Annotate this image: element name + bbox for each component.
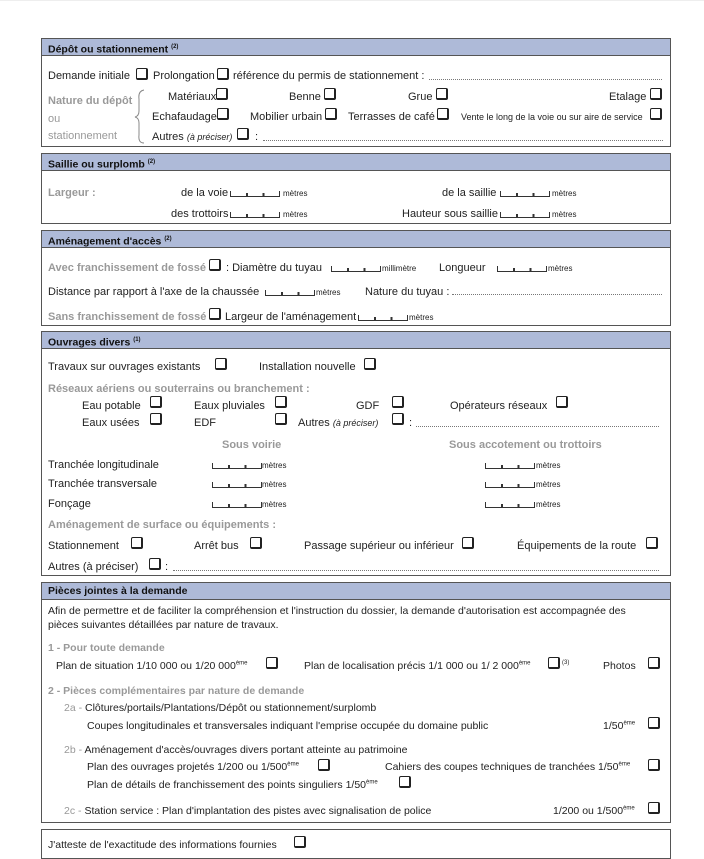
autres-hint: (à préciser) [332,418,379,428]
largeur-amenagement-digits-input[interactable] [358,315,408,321]
prolongation-label: Prolongation [153,70,215,82]
voie-digits-input[interactable] [230,191,280,197]
mobilier-label: Mobilier urbain [250,111,323,123]
unit-label: mètres [316,288,341,297]
digit-cells-icon [212,502,262,508]
nature-tuyau-label: Nature du tuyau : [365,286,450,298]
reference-label: référence du permis de stationnement : [233,70,425,82]
tranchee-transversale-label: Tranchée transversale [48,478,158,490]
section-title: Ouvrages divers [48,336,131,349]
unit-label: mètres [283,189,308,198]
autres-surface-label: Autres (à préciser) [48,561,139,573]
2c-code: 2c - [64,805,82,817]
autres-label [152,131,232,143]
section-pieces [41,582,671,823]
2b-item2 [385,761,630,773]
2c-scale [553,805,635,817]
arret-bus-checkbox[interactable] [250,537,262,549]
autres-reseaux-checkbox[interactable] [392,413,404,425]
s1-heading: 1 - Pour toute demande [48,642,165,654]
demande-initiale-label: Demande initiale [48,70,130,82]
passage-checkbox[interactable] [462,537,474,549]
plan-situation-text: Plan de situation 1/10 000 ou 1/20 000 [56,660,236,672]
autres-surface-checkbox[interactable] [149,558,161,570]
terrasses-checkbox[interactable] [437,108,449,120]
unit-label: mètres [536,500,561,509]
plan-localisation-checkbox[interactable] [548,657,560,669]
autres-reseaux-input[interactable] [416,426,659,427]
stationnement-label: Stationnement [48,540,119,552]
section-depot [41,38,671,147]
autres-surface-colon: : [165,561,169,573]
footnote-ref: (1) [133,337,141,343]
edf-label: EDF [194,417,216,429]
voie-label: de la voie [181,187,229,199]
unit-label: mètres [552,189,577,198]
section-title: Aménagement d'accès [48,235,162,248]
installation-checkbox[interactable] [364,358,376,370]
digit-cells-icon [500,191,550,197]
travaux-existants-label: Travaux sur ouvrages existants [48,361,201,373]
distance-label: Distance par rapport à l'axe de la chaussée [48,286,260,298]
section-header [42,39,670,56]
stationnement-checkbox[interactable] [131,537,143,549]
digit-cells-icon [230,191,280,197]
footnote-ref: (2) [147,159,156,165]
digit-cells-icon [212,463,262,469]
s2-heading: 2 - Pièces complémentaires par nature de demande [48,685,305,697]
longitudinale-voirie-input[interactable] [212,463,262,469]
digit-cells-icon [500,212,550,218]
autres-checkbox[interactable] [237,128,249,140]
2b-item1-checkbox[interactable] [318,759,330,771]
digit-cells-icon [485,502,535,508]
operateurs-label: Opérateurs réseaux [450,400,548,412]
nature-tuyau-input[interactable] [452,294,662,295]
digit-cells-icon [497,266,547,272]
section-saillie [41,153,671,224]
section-ouvrages [41,331,671,576]
eaux-pluviales-label: Eaux pluviales [194,400,265,412]
distance-digits-input[interactable] [265,290,315,296]
2b-code: 2b - [64,744,83,756]
installation-label: Installation nouvelle [259,361,356,373]
2b-heading [64,744,407,756]
2c-heading [64,805,431,817]
prolongation-checkbox[interactable] [217,68,229,80]
sous-accotement-heading: Sous accotement ou trottoirs [449,439,602,451]
trottoirs-label: des trottoirs [171,208,229,220]
photos-label: Photos [603,660,636,672]
plan-localisation-text: Plan de localisation précis 1/1 000 ou 1/ 2 000 [304,660,519,672]
digit-cells-icon [265,290,315,296]
section-attestation [41,829,671,859]
digit-cells-icon [358,315,408,321]
intro-line-1: Afin de permettre et de faciliter la compréhension et l'instruction du dossier, la demande d'autorisation est accompagnée des [48,605,626,617]
edf-checkbox[interactable] [275,413,287,425]
reseaux-label: Réseaux aériens ou souterrains ou branchement : [48,383,310,395]
autres-colon: : [409,417,413,429]
millimetre-unit: millimètre [382,264,417,273]
digit-cells-icon [212,482,262,488]
plan-situation-label [56,660,247,672]
2b-item3-checkbox[interactable] [399,776,411,788]
plan-situation-checkbox[interactable] [266,657,278,669]
scale-text: 1/200 ou 1/500 [553,805,624,817]
avec-franchissement-checkbox[interactable] [209,259,221,271]
section-acces [41,230,671,326]
photos-checkbox[interactable] [648,657,660,669]
footnote-ref: (3) [562,660,570,666]
unit-label: mètres [262,480,287,489]
transversale-accotement-input[interactable] [485,482,535,488]
terrasses-label: Terrasses de café [348,111,435,123]
autres-input[interactable] [263,140,663,141]
sans-franchissement-label: Sans franchissement de fossé [48,311,207,323]
longueur-digits-input[interactable] [497,266,547,272]
eme-sup: ème [287,761,299,768]
surface-label: Aménagement de surface ou équipements : [48,519,276,531]
equipements-label: Équipements de la route [517,540,637,552]
longueur-label: Longueur [439,262,486,274]
hauteur-label: Hauteur sous saillie [402,208,498,220]
etalage-label: Etalage [609,91,647,103]
eaux-pluviales-checkbox[interactable] [275,396,287,408]
diametre-digits-input[interactable] [331,266,381,272]
foncage-label: Fonçage [48,498,91,510]
attest-checkbox[interactable] [294,836,306,848]
2b-item1-text: Plan des ouvrages projetés 1/200 ou 1/500 [87,761,288,773]
autres-label [298,417,378,429]
tranchee-longitudinale-label: Tranchée longitudinale [48,459,159,471]
intro-line-2: pièces suivantes détaillées par nature de travaux. [48,619,279,631]
2b-item1 [87,761,299,773]
eme-sup: ème [623,720,636,727]
largeur-label: Largeur : [48,187,96,199]
digit-cells-icon [485,463,535,469]
saillie-digits-input[interactable] [500,191,550,197]
section-title: Dépôt ou stationnement [48,43,169,56]
eaux-usees-checkbox[interactable] [150,413,162,425]
section-header [42,154,670,171]
2c-checkbox[interactable] [648,802,660,814]
eau-potable-label: Eau potable [82,400,141,412]
sans-franchissement-checkbox[interactable] [209,308,221,320]
unit-label: mètres [536,461,561,470]
2c-title: Station service : Plan d'implantation des pistes avec signalisation de police [84,805,432,817]
unit-label: mètres [536,480,561,489]
grue-checkbox[interactable] [436,88,448,100]
digit-cells-icon [331,266,381,272]
section-header [42,583,670,600]
brace-icon [134,89,146,144]
unit-label: mètres [283,210,308,219]
2b-title: Aménagement d'accès/ouvrages divers portant atteinte au patrimoine [84,744,408,756]
unit-label: mètres [262,461,287,470]
unit-label: mètres [548,264,573,273]
foncage-voirie-input[interactable] [212,502,262,508]
gdf-checkbox[interactable] [392,396,404,408]
reference-input[interactable] [429,79,662,80]
benne-label: Benne [289,91,321,103]
echafaudage-label: Echafaudage [152,111,217,123]
autres-surface-input[interactable] [173,570,659,571]
footnote-ref: (2) [164,236,172,242]
eme-sup: ème [235,660,248,667]
2b-item3-text: Plan de détails de franchissement des points singuliers 1/50 [87,779,366,791]
section-header [42,231,670,248]
nature-label-line2: ou [48,113,61,125]
foncage-accotement-input[interactable] [485,502,535,508]
eau-potable-checkbox[interactable] [150,396,162,408]
passage-label: Passage supérieur ou inférieur [304,540,454,552]
vente-checkbox[interactable] [650,108,662,120]
digit-cells-icon [230,212,280,218]
2b-item2-checkbox[interactable] [648,759,660,771]
echafaudage-checkbox[interactable] [217,108,229,120]
materiaux-label: Matériaux [168,91,217,103]
2a-heading [64,702,376,714]
materiaux-checkbox[interactable] [216,88,228,100]
digit-cells-icon [485,482,535,488]
section-title: Saillie ou surplomb [48,158,145,171]
trottoirs-digits-input[interactable] [230,212,280,218]
scale-text: 1/50 [603,720,624,732]
autres-hint: (à préciser) [186,132,233,142]
2a-item-checkbox[interactable] [648,717,660,729]
footnote-ref: (2) [171,44,179,50]
mobilier-checkbox[interactable] [325,108,337,120]
equipements-checkbox[interactable] [646,537,658,549]
operateurs-checkbox[interactable] [556,396,568,408]
travaux-existants-checkbox[interactable] [215,358,227,370]
etalage-checkbox[interactable] [650,88,662,100]
transversale-voirie-input[interactable] [212,482,262,488]
eme-sup: ème [618,761,631,768]
benne-checkbox[interactable] [324,88,336,100]
eme-sup: ème [623,805,635,812]
attest-label: J'atteste de l'exactitude des informations fournies [48,839,277,851]
plan-localisation-label [304,660,531,672]
unit-label: mètres [262,500,287,509]
2a-item: Coupes longitudinales et transversales indiquant l'emprise occupée du domaine public [87,720,489,732]
saillie-label: de la saillie [442,187,497,199]
section-header [42,332,670,349]
unit-label: mètres [552,210,577,219]
nature-label-line3: stationnement [48,130,118,142]
2a-scale [603,720,635,732]
demande-initiale-checkbox[interactable] [136,68,148,80]
2b-item3 [87,779,378,791]
largeur-amenagement-label: Largeur de l'aménagement [225,311,357,323]
longitudinale-accotement-input[interactable] [485,463,535,469]
eaux-usees-label: Eaux usées [82,417,140,429]
autres-text: Autres [152,131,184,143]
sous-voirie-heading: Sous voirie [222,439,282,451]
2a-title: Clôtures/portails/Plantations/Dépôt ou stationnement/surplomb [85,702,377,714]
autres-text: Autres [298,417,330,429]
page-top-edge [0,0,704,1]
eme-sup: ème [366,779,378,786]
eme-sup: ème [518,660,531,667]
grue-label: Grue [408,91,433,103]
hauteur-digits-input[interactable] [500,212,550,218]
section-title: Pièces jointes à la demande [48,585,188,597]
2a-code: 2a - [64,702,83,714]
diametre-label: : Diamètre du tuyau [226,262,322,274]
nature-label-line1: Nature du dépôt [48,95,133,107]
avec-franchissement-label: Avec franchissement de fossé [48,262,206,274]
arret-bus-label: Arrêt bus [194,540,239,552]
autres-colon: : [255,131,259,143]
vente-label: Vente le long de la voie ou sur aire de service [461,112,643,122]
gdf-label: GDF [356,400,380,412]
unit-label: mètres [409,313,434,322]
2b-item2-text: Cahiers des coupes techniques de tranchées 1/50 [385,761,619,773]
